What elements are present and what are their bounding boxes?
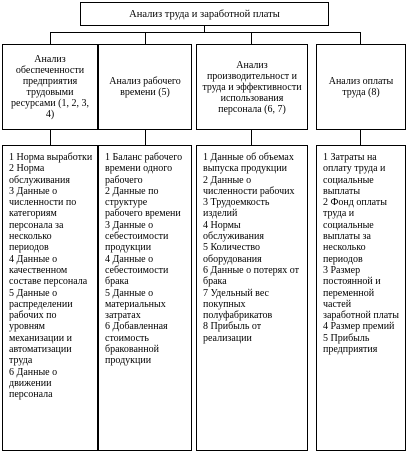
list-item: 1 Норма выработки xyxy=(9,152,93,163)
column-2-header: Анализ рабочего времени (5) xyxy=(98,44,192,130)
list-item: 2 Данные о численности рабочих xyxy=(203,174,295,197)
list-item: 4 Размер премий xyxy=(323,321,395,333)
list-item: 6 Данные о движении персонала xyxy=(9,366,58,401)
list-item: 3 Данные о себестоимости продукции xyxy=(105,219,169,254)
list-item: 5 Прибыль предприятия xyxy=(323,332,378,356)
list-item: 1 Затраты на оплату труда и социальные выплаты xyxy=(323,152,386,197)
column-4-header: Анализ оплаты труда (8) xyxy=(316,44,406,130)
column-3-header: Анализ производительност и труда и эффективности использования персонала (6, 7) xyxy=(196,44,308,130)
column-1-header: Анализ обеспеченности предприятия трудовыми ресурсами (1, 2, 3, 4) xyxy=(2,44,98,130)
column-4-list xyxy=(316,145,406,451)
list-item: 2 Фонд оплаты труда и социальные выплаты за несколько периодов xyxy=(323,197,387,265)
column-2-list xyxy=(98,145,192,451)
column-1-list xyxy=(2,145,98,451)
list-item: 6 Данные о потерях от брака xyxy=(203,264,299,288)
list-item: 3 Данные о численности по категориям персонала за несколько периодов xyxy=(9,185,77,254)
diagram-title: Анализ труда и заработной платы xyxy=(80,2,329,26)
list-item: 6 Добавленная стоимость бракованной продукции xyxy=(105,321,168,367)
list-item: 4 Данные о себестоимости брака xyxy=(105,253,169,288)
list-item: 1 Баланс рабочего времени одного рабочего xyxy=(105,152,183,186)
list-item: 7 Удельный вес покупных полуфабрикатов xyxy=(203,287,273,322)
list-item: 4 Данные о качественном составе персонала xyxy=(9,253,88,288)
list-item: 2 Данные по структуре рабочего времени xyxy=(105,185,181,220)
list-item: 5 Данные о материальных затратах xyxy=(105,287,166,322)
list-item: 5 Данные о распределении рабочих по уровням механизации и автоматизации труда xyxy=(9,287,73,367)
list-item: 4 Нормы обслуживания xyxy=(203,219,264,243)
list-item: 3 Трудоемкость изделий xyxy=(203,197,270,220)
list-item: 1 Данные об объемах выпуска продукции xyxy=(203,152,294,175)
list-item: 5 Количество оборудования xyxy=(203,242,262,265)
column-3-list xyxy=(196,145,308,451)
list-item: 8 Прибыль от реализации xyxy=(203,321,262,344)
list-item: 2 Норма обслуживания xyxy=(9,163,70,186)
list-item: 3 Размер постоянной и переменной частей заработной платы xyxy=(323,264,399,322)
